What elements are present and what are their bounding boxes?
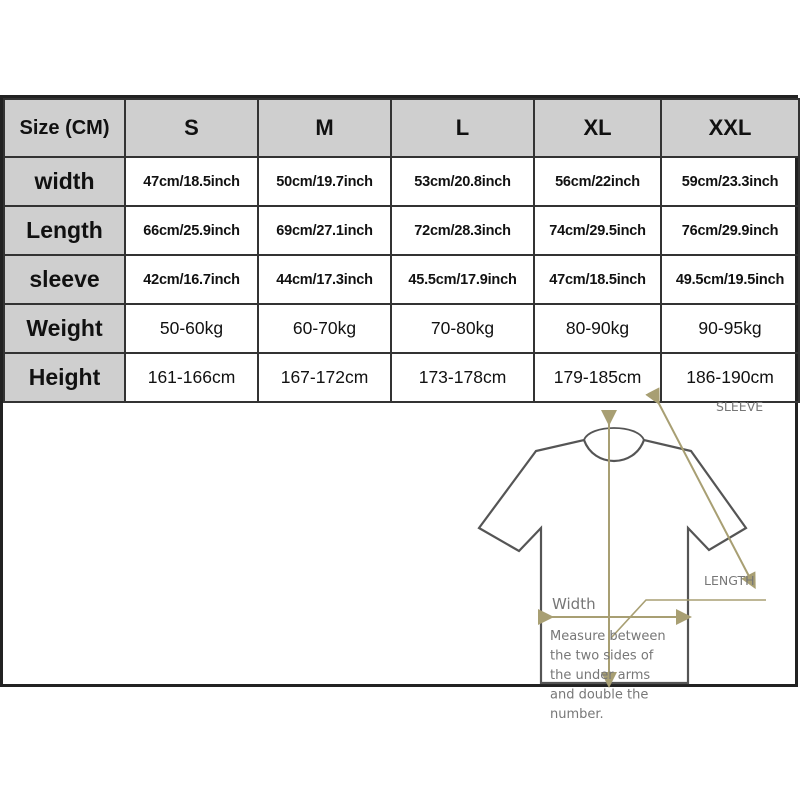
table-cell: 186-190cm	[661, 353, 799, 402]
table-cell: 50cm/19.7inch	[258, 157, 391, 206]
note-line: the under arms	[550, 668, 651, 683]
table-cell: 90-95kg	[661, 304, 799, 353]
table-cell: 69cm/27.1inch	[258, 206, 391, 255]
table-row	[4, 255, 799, 304]
table-cell: 50-60kg	[125, 304, 258, 353]
table-cell: 70-80kg	[391, 304, 534, 353]
row-label: sleeve	[4, 255, 125, 304]
table-cell: 47cm/18.5inch	[534, 255, 661, 304]
table-cell: 66cm/25.9inch	[125, 206, 258, 255]
table-cell: 45.5cm/17.9inch	[391, 255, 534, 304]
note-line: the two sides of	[550, 648, 654, 664]
table-cell: 72cm/28.3inch	[391, 206, 534, 255]
size-header-s: S	[125, 99, 258, 157]
table-cell: 44cm/17.3inch	[258, 255, 391, 304]
tshirt-svg	[466, 388, 796, 722]
sleeve-label: SLEEVE	[716, 399, 764, 414]
table-cell: 59cm/23.3inch	[661, 157, 799, 206]
table-row	[4, 157, 799, 206]
note-line: and double the	[550, 687, 649, 703]
table-cell: 76cm/29.9inch	[661, 206, 799, 255]
table-cell: 179-185cm	[534, 353, 661, 402]
size-table	[3, 98, 800, 403]
row-label: width	[4, 157, 125, 206]
table-cell: 167-172cm	[258, 353, 391, 402]
collar-line	[584, 428, 644, 440]
header-row	[4, 99, 799, 157]
table-cell: 53cm/20.8inch	[391, 157, 534, 206]
corner-label: Size (CM)	[4, 99, 125, 157]
table-cell: 161-166cm	[125, 353, 258, 402]
size-header-l: L	[391, 99, 534, 157]
width-label: Width	[552, 595, 596, 613]
table-cell: 56cm/22inch	[534, 157, 661, 206]
size-header-m: M	[258, 99, 391, 157]
row-label: Length	[4, 206, 125, 255]
size-chart-frame	[0, 95, 798, 722]
table-row	[4, 206, 799, 255]
size-header-xxl: XXL	[661, 99, 799, 157]
tshirt-diagram	[466, 388, 796, 722]
length-label: LENGTH	[704, 573, 755, 588]
note-line: number.	[550, 707, 604, 722]
size-header-xl: XL	[534, 99, 661, 157]
table-row	[4, 304, 799, 353]
tshirt-outline	[479, 440, 746, 683]
row-label: Weight	[4, 304, 125, 353]
table-cell: 80-90kg	[534, 304, 661, 353]
table-cell: 42cm/16.7inch	[125, 255, 258, 304]
note-line: Measure between	[550, 629, 666, 644]
row-label: Height	[4, 353, 125, 402]
table-cell: 47cm/18.5inch	[125, 157, 258, 206]
table-cell: 49.5cm/19.5inch	[661, 255, 799, 304]
table-cell: 60-70kg	[258, 304, 391, 353]
table-cell: 173-178cm	[391, 353, 534, 402]
table-cell: 74cm/29.5inch	[534, 206, 661, 255]
sleeve-arrow	[656, 398, 752, 582]
